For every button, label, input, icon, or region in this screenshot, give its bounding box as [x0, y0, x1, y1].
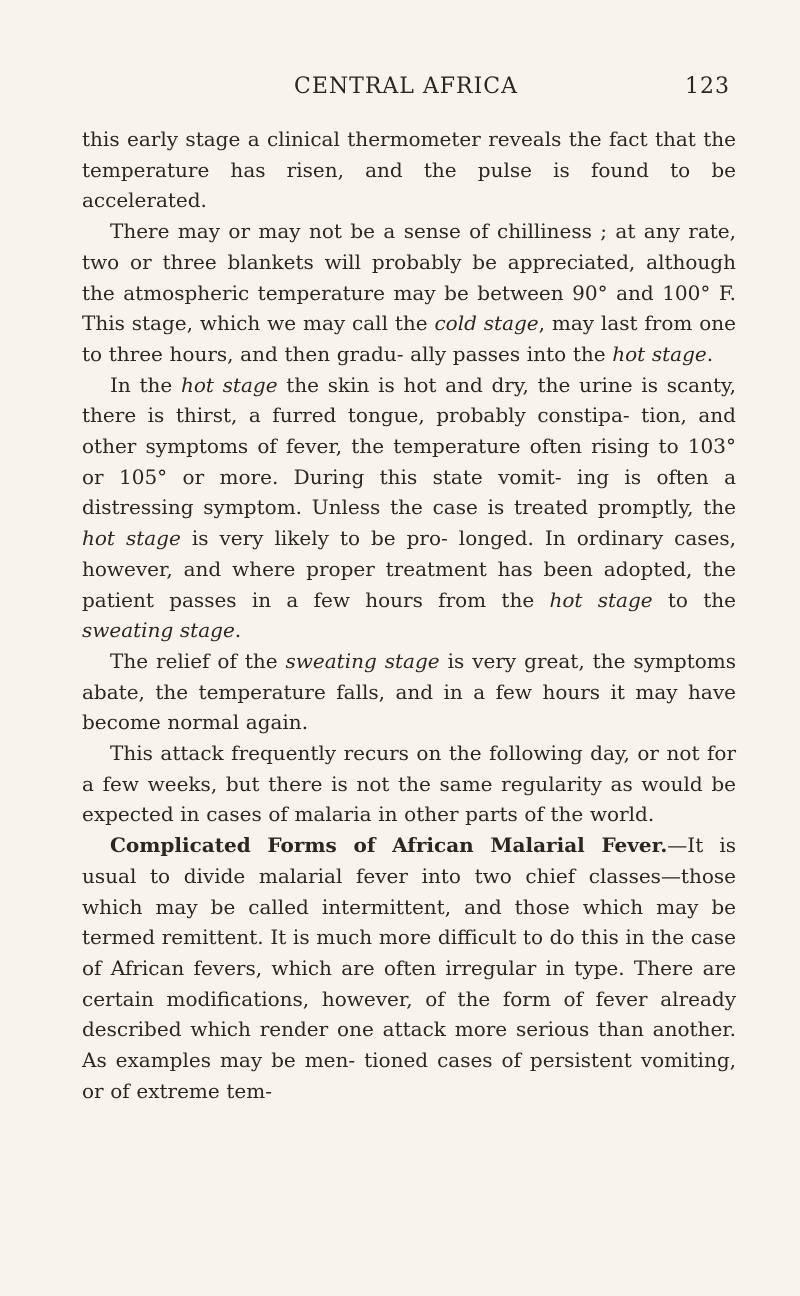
italic-term: hot stage — [82, 526, 181, 551]
body-text — [82, 124, 736, 1107]
paragraph-sweating-stage: The relief of the sweating stage is very great, the symptoms abate, the temperature falls, and in a few hours it may have become normal again. — [82, 648, 736, 735]
running-title: CENTRAL AFRICA — [294, 74, 518, 99]
section-heading: Complicated Forms of African Malarial Fever. — [110, 833, 668, 858]
paragraph-hot-stage: In the hot stage the skin is hot and dry, the urine is scanty, there is thirst, a furred tongue, probably constipa- tion, and other symptoms of fever, the temperature often rising to 103° or 105° or more. During this state vomit- ing is often a distressing symptom. Unless the case is treated promptly, the hot stage is very likely to be pro- longed. In ordinary cases, however, and where proper treatment has been adopted, the patient passes in a few hours from the hot stage to the sweating stage. — [82, 372, 736, 643]
italic-term: sweating stage — [285, 648, 440, 673]
paragraph-recurrence: This attack frequently recurs on the following day, or not for a few weeks, but there is not the same regularity as would be expected in cases of malaria in other parts of the world. — [82, 741, 736, 827]
running-head — [82, 74, 730, 106]
italic-term: hot stage — [549, 587, 653, 612]
italic-term: hot stage — [180, 372, 278, 397]
page-number: 123 — [685, 74, 730, 99]
italic-term: hot stage — [612, 341, 707, 366]
paragraph-continued: this early stage a clinical thermometer reveals the fact that the temperature has risen, and the pulse is found to be accelerated. — [82, 127, 736, 213]
italic-term: cold stage — [434, 311, 539, 336]
paragraph-complicated-forms: Complicated Forms of African Malarial Fever.—It is usual to divide malarial fever into two chief classes—those which may be called intermittent, and those which may be termed remittent. It is much more difficult to do this in the case of African fevers, which are often irregular in type. There are certain modifications, however, of the form of fever already described which render one attack more serious than another. As examples may be men- tioned cases of persistent vomiting, or of extreme tem- — [82, 833, 736, 1103]
italic-term: sweating stage — [82, 618, 235, 643]
paragraph-cold-stage: There may or may not be a sense of chilliness ; at any rate, two or three blankets will probably be appreciated, although the atmospheric temperature may be between 90° and 100° F. This stage, which we may call the cold stage, may last from one to three hours, and then gradu- ally passes into the hot stage. — [82, 219, 736, 366]
